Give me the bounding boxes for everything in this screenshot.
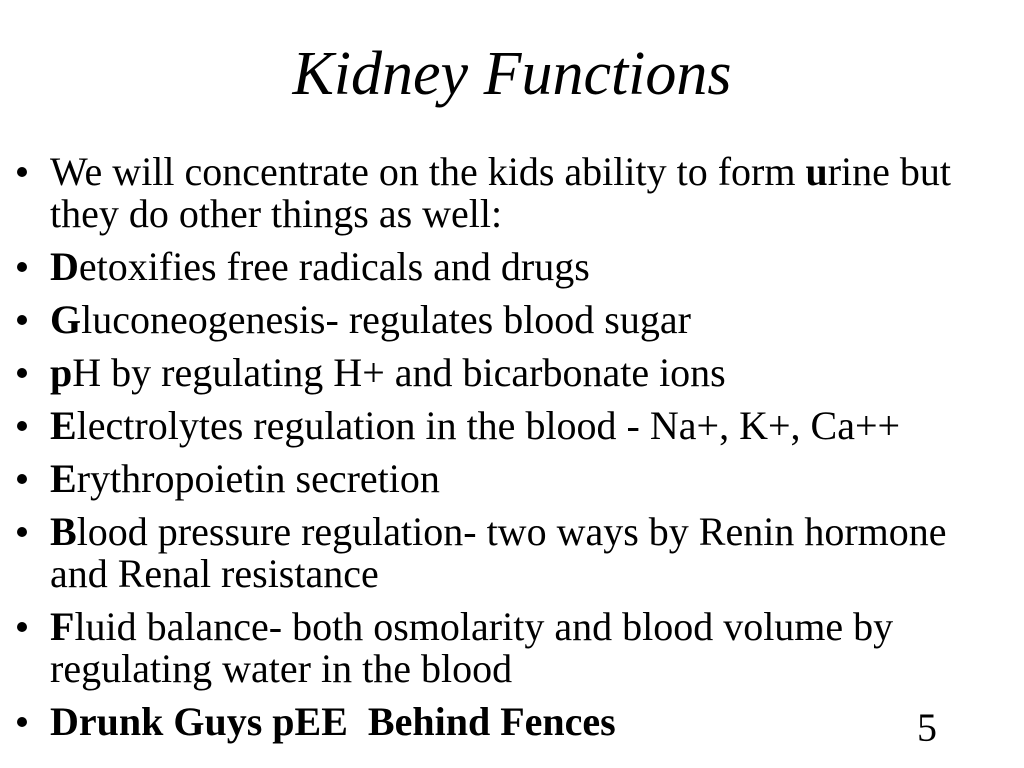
bullet-bold-text: G [50,297,82,342]
bullet-bold-text: u [805,149,828,194]
slide-title: Kidney Functions [292,40,732,108]
bullet-bold-text: B [50,509,77,554]
bullet-bold-text: F [50,604,75,649]
bullet-item [0,405,990,447]
bullet-text: etoxifies free radicals and drugs [78,244,590,289]
bullet-text: We will concentrate on the kids ability to form [50,149,806,194]
bullet-text: lood pressure regulation- two ways by Renin hormone and Renal resistance [50,509,957,596]
bullet-icon [17,474,27,484]
bullet-item [0,458,990,500]
bullet-bold-text: D [50,244,79,289]
bullet-icon [17,262,27,272]
bullet-text: H by regulating H+ and bicarbonate ions [72,350,726,395]
bullet-item [0,151,990,235]
bullet-bold-text: E [50,403,77,448]
bullet-item [0,352,990,394]
bullet-item [0,511,990,595]
bullet-list [0,151,1000,743]
bullet-item [0,299,990,341]
bullet-text: luid balance- both osmolarity and blood volume by regulating water in the blood [50,604,904,691]
bullet-item [0,701,990,743]
bullet-text: lectrolytes regulation in the blood - Na+, K+, Ca++ [76,403,901,448]
bullet-item [0,246,990,288]
bullet-text: rine but they do other things as well: [50,149,962,236]
bullet-icon [17,622,27,632]
bullet-icon [17,315,27,325]
bullet-icon [17,717,27,727]
bullet-icon [17,167,27,177]
bullet-icon [17,368,27,378]
bullet-bold-text: p [50,350,73,395]
page-number: 5 [917,705,937,750]
bullet-icon [17,527,27,537]
bullet-text: rythropoietin secretion [76,456,440,501]
bullet-bold-text: Drunk Guys pEE Behind Fences [50,699,616,744]
bullet-icon [17,421,27,431]
bullet-item [0,606,990,690]
bullet-bold-text: E [50,456,77,501]
bullet-text: luconeogenesis- regulates blood sugar [81,297,691,342]
